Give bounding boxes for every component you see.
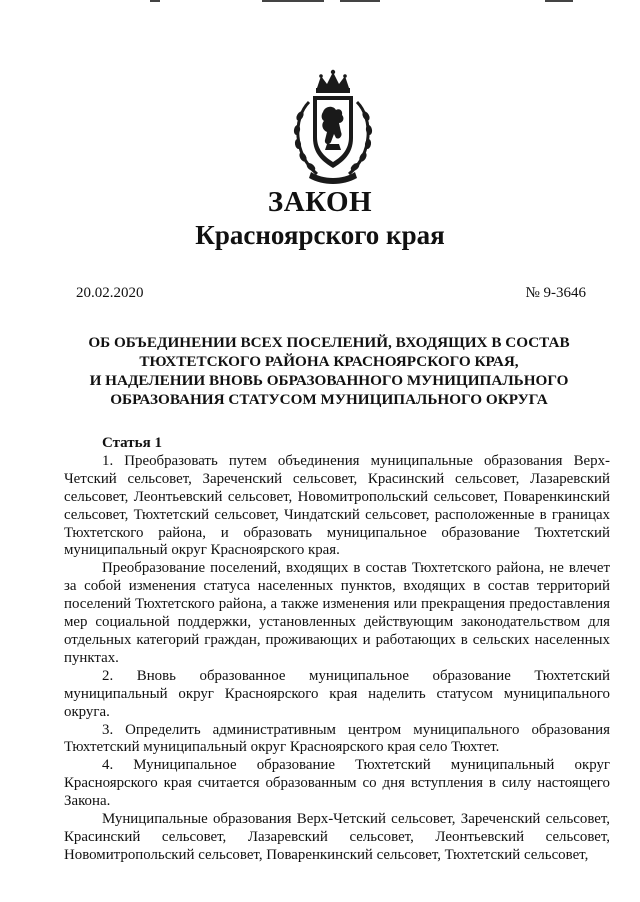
- article-paragraph: 1. Преобразовать путем объединения муниципальные образования Верх-Четский сельсовет, Зареченский сельсовет, Красинский сельсовет, Лазаревский сельсовет, Леонтьевский сельсовет, Новомитропольский сельсовет, Поваренкинский сельсовет, Тюхтетский сельсовет, Чиндатский сельсовет, расположенные в границах Тюхтетского района, и образовать муниципальное образование Тюхтетский муниципальный округ Красноярского края.: [64, 452, 610, 559]
- subject-line: ОБ ОБЪЕДИНЕНИИ ВСЕХ ПОСЕЛЕНИЙ, ВХОДЯЩИХ В СОСТАВ: [88, 334, 570, 351]
- article-paragraph: 3. Определить административным центром муниципального образования Тюхтетский муниципальный округ Красноярского края село Тюхтет.: [64, 721, 610, 756]
- article-heading: Статья 1: [102, 435, 162, 451]
- document-subtitle: Красноярского края: [195, 220, 445, 250]
- scan-mark: [545, 0, 573, 2]
- law-subject: [80, 333, 578, 409]
- scan-mark: [340, 0, 380, 2]
- scan-mark: [150, 0, 160, 2]
- document-date: 20.02.2020: [76, 285, 144, 301]
- document-number: № 9-3646: [525, 285, 586, 301]
- article-paragraph: 4. Муниципальное образование Тюхтетский муниципальный округ Красноярского края считается образованным со дня вступления в силу настоящего Закона.: [64, 757, 610, 810]
- document-title: ЗАКОН: [267, 186, 373, 218]
- subject-line: ОБРАЗОВАНИЯ СТАТУСОМ МУНИЦИПАЛЬНОГО ОКРУГА: [110, 391, 548, 408]
- scan-mark: [262, 0, 324, 2]
- article-paragraph: Муниципальные образования Верх-Четский сельсовет, Зареченский сельсовет, Красинский сельсовет, Лазаревский сельсовет, Леонтьевский сельсовет, Новомитропольский сельсовет, Поваренкинский сельсовет, Тюхтетский сельсовет,: [64, 811, 610, 863]
- subject-line: ТЮХТЕТСКОГО РАЙОНА КРАСНОЯРСКОГО КРАЯ,: [139, 353, 519, 370]
- article-paragraph: Преобразование поселений, входящих в состав Тюхтетского района, не влечет за собой изменения статуса населенных пунктов, входящих в состав территорий поселений Тюхтетского района, а также изменения или прекращения предоставления мер социальной поддержки, установленных действующим законодательством для отдельных категорий граждан, проживающих и работающих в сельских населенных пунктах.: [64, 560, 610, 666]
- coat-of-arms-emblem: [287, 68, 379, 186]
- article-body: [64, 435, 610, 865]
- article-paragraph: 2. Вновь образованное муниципальное образование Тюхтетский муниципальный округ Красноярского края наделить статусом муниципального округа.: [64, 667, 610, 720]
- subject-line: И НАДЕЛЕНИИ ВНОВЬ ОБРАЗОВАННОГО МУНИЦИПАЛЬНОГО: [89, 372, 569, 389]
